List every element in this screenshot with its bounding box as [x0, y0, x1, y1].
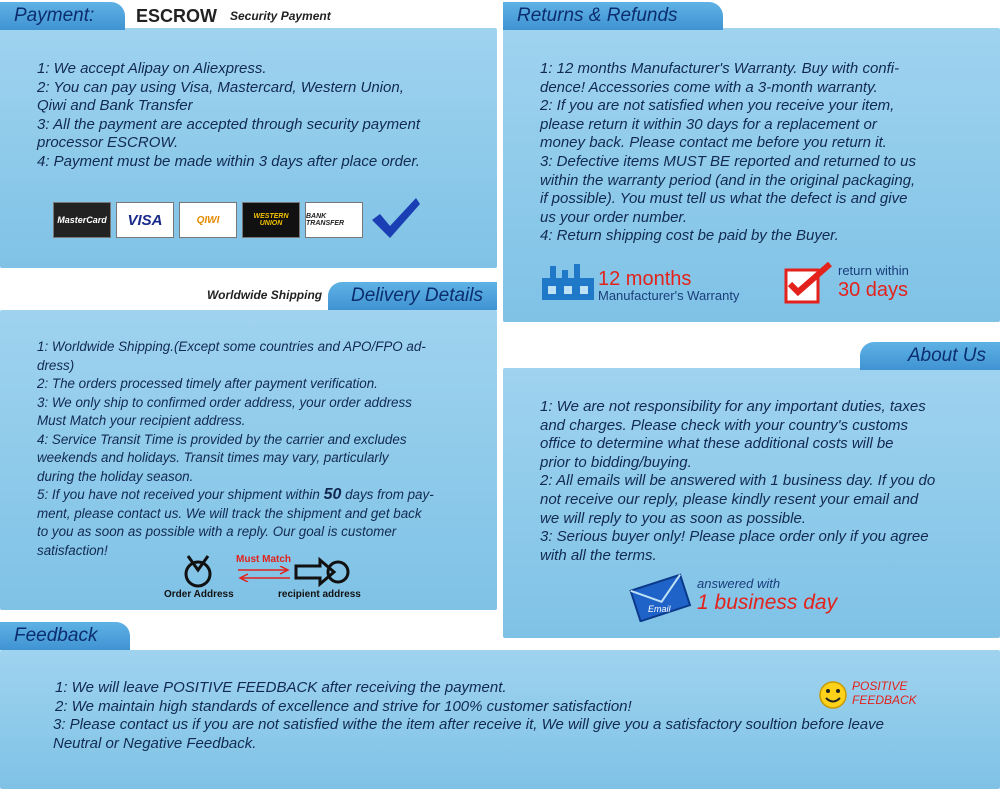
returns-item-4: 4: Return shipping cost be paid by the Buyer.: [540, 227, 839, 245]
western-union-logo: [242, 202, 300, 238]
bank-transfer-logo-text: BANK TRANSFER: [306, 213, 345, 227]
delivery-item-5-post: days from pay- ment, please contact us. We will track the shipment and get back to you as soon as possible with a reply. Our goal is customer satisfaction!: [37, 487, 434, 558]
delivery-list: [37, 338, 492, 560]
warranty-months: 12 months: [598, 268, 692, 290]
delivery-item-4: 4: Service Transit Time is provided by the carrier and excludes weekends and holidays. Transit times may vary, particularly during the holiday season.: [37, 431, 407, 484]
feedback-tab: [0, 622, 130, 650]
positive-badge-line2: FEEDBACK: [852, 693, 917, 707]
return-checkbox-icon: [784, 262, 834, 304]
checkmark-icon: [370, 196, 422, 240]
positive-feedback-badge: [852, 679, 917, 707]
payment-item-2: 2: You can pay using Visa, Mastercard, Western Union, Qiwi and Bank Transfer: [37, 78, 404, 115]
feedback-item-3: 3: Please contact us if you are not satisfied withe the item after receive it, We will give you a satisfactory soultion before leave Neutral or Negative Feedback.: [53, 716, 884, 752]
returns-tab-label: Returns & Refunds: [517, 5, 678, 26]
payment-list: [37, 60, 487, 172]
western-union-logo-text: WESTERN UNION: [253, 213, 289, 227]
worldwide-shipping-label: Worldwide Shipping: [207, 288, 323, 302]
bank-transfer-logo: [305, 202, 363, 238]
email-icon-label: Email: [648, 604, 671, 614]
answered-with-label: answered with: [697, 576, 781, 591]
about-list: [540, 398, 995, 565]
delivery-item-5: [37, 486, 492, 560]
escrow-logo-text: ESCROW: [136, 6, 217, 26]
payment-item-4: 4: Payment must be made within 3 days after place order.: [37, 152, 420, 170]
visa-logo-text: VISA: [127, 211, 163, 229]
mastercard-logo: [53, 202, 111, 238]
delivery-item-2: 2: The orders processed timely after payment verification.: [37, 376, 378, 391]
about-tab: [860, 342, 1000, 370]
feedback-item-2: 2: We maintain high standards of excellence and strive for 100% customer satisfaction!: [55, 697, 632, 715]
payment-tab: [0, 2, 125, 30]
positive-badge-line1: POSITIVE: [852, 679, 908, 693]
delivery-tab: [328, 282, 497, 310]
feedback-tab-label: Feedback: [14, 625, 98, 646]
delivery-item-1: 1: Worldwide Shipping.(Except some countries and APO/FPO ad- dress): [37, 339, 426, 373]
business-day-label: 1 business day: [697, 591, 838, 614]
escrow-logo: [136, 6, 217, 27]
recipient-address-icon: [294, 556, 352, 588]
feedback-item-1: 1: We will leave POSITIVE FEEDBACK after receiving the payment.: [55, 679, 507, 696]
mastercard-logo-text: MasterCard: [57, 215, 107, 225]
exchange-arrows-icon: [236, 566, 292, 582]
return-days: 30 days: [838, 279, 909, 301]
order-address-label: Order Address: [164, 589, 234, 600]
returns-item-2: 2: If you are not satisfied when you receive your item, please return it within 30 days for a replacement or money back. Please contact me before you return it.: [540, 97, 895, 152]
delivery-tab-label: Delivery Details: [351, 285, 483, 306]
delivery-item-5-pre: 5: If you have not received your shipment within: [37, 487, 324, 502]
recipient-address-label: recipient address: [278, 589, 361, 600]
qiwi-logo-text: QIWI: [196, 214, 220, 226]
about-tab-label: About Us: [907, 345, 986, 366]
returns-list: [540, 60, 990, 246]
returns-item-1: 1: 12 months Manufacturer's Warranty. Buy with confi- dence! Accessories come with a 3-month warranty.: [540, 60, 900, 96]
payment-item-1: 1: We accept Alipay on Aliexpress.: [37, 60, 267, 77]
email-envelope-icon: [628, 572, 692, 622]
factory-icon: [540, 262, 596, 302]
order-address-icon: [180, 554, 216, 588]
delivery-item-5-days: 50: [323, 486, 342, 503]
return-within-label: return within: [838, 263, 909, 278]
qiwi-logo: [179, 202, 237, 238]
payment-tab-label: Payment:: [14, 5, 95, 26]
returns-item-3: 3: Defective items MUST BE reported and returned to us within the warranty period (and in the original packaging, if possible). You must tell us what the defect is and give us your order number.: [540, 152, 917, 226]
about-item-2: 2: All emails will be answered with 1 business day. If you do not receive our reply, please kindly resent your email and we will reply to you as soon as possible.: [540, 472, 936, 527]
visa-logo: [116, 202, 174, 238]
about-item-3: 3: Serious buyer only! Please place order only if you agree with all the terms.: [540, 528, 929, 564]
delivery-item-3: 3: We only ship to confirmed order address, your order address Must Match your recipient address.: [37, 394, 412, 428]
smiley-icon: [818, 680, 848, 710]
security-payment-label: Security Payment: [230, 9, 331, 23]
must-match-label: Must Match: [236, 554, 291, 565]
payment-item-3: 3: All the payment are accepted through security payment processor ESCROW.: [37, 115, 420, 152]
about-item-1: 1: We are not responsibility for any important duties, taxes and charges. Please check with your country's customs office to determine what these additional costs will be prior to bidding/buying.: [540, 398, 926, 471]
returns-tab: [503, 2, 723, 30]
warranty-label: Manufacturer's Warranty: [598, 288, 740, 303]
